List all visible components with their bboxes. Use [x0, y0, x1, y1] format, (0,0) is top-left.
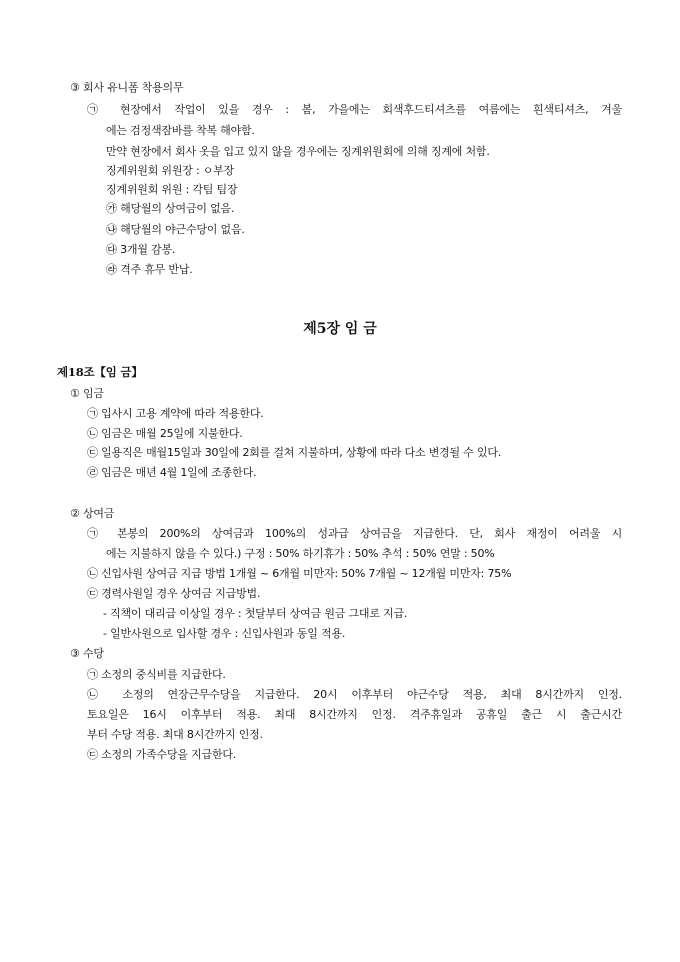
- penalty-item: ㉮ 해당월의 상여금이 없음.: [106, 202, 235, 215]
- allowance-item-2-line-2: 토요일은 16시 이후부터 적용. 최대 8시간까지 인정. 격주휴일과 공휴일 출근 시 출근시간: [87, 708, 622, 721]
- wage-heading: ① 임금: [70, 387, 104, 400]
- bonus-item-2: ㉡ 신입사원 상여금 지급 방법 1개월 ~ 6개월 미만자: 50% 7개월 ~ 12개월 미만자: 75%: [87, 567, 512, 580]
- bonus-heading: ② 상여금: [70, 507, 115, 520]
- bonus-dash-1: - 직책이 대리급 이상일 경우 : 첫달부터 상여금 원금 그대로 지급.: [103, 607, 408, 620]
- bonus-item-1-line-2: 에는 지불하지 않을 수 있다.) 구정 : 50% 하기휴가 : 50% 추석 : 50% 연말 : 50%: [106, 547, 495, 560]
- wage-item: ㉡ 임금은 매월 25일에 지불한다.: [87, 427, 243, 440]
- allowance-item-2-line-1: ㉡ 소정의 연장근무수당을 지급한다. 20시 이후부터 야근수당 적용, 최대 8시간까지 인정.: [87, 688, 622, 701]
- uniform-item-1-line-2: 에는 검정색잠바를 착복 해야함.: [106, 124, 255, 137]
- bonus-item-3: ㉢ 경력사원일 경우 상여금 지급방법.: [87, 587, 261, 600]
- committee-members-line: 징계위원회 위원 : 각팀 팀장: [106, 183, 238, 196]
- allowance-item-2-line-3: 부터 수당 적용. 최대 8시간까지 인정.: [87, 728, 263, 741]
- wage-item: ㉣ 임금은 매년 4월 1일에 조종한다.: [87, 466, 257, 479]
- article-title: 제18조【임 금】: [57, 365, 143, 379]
- committee-chair-line: 징계위원회 위원장 : ㅇ부장: [106, 164, 235, 177]
- uniform-heading: ③ 회사 유니폼 착용의무: [70, 81, 184, 94]
- penalty-item: ㉯ 해당월의 야근수당이 없음.: [106, 223, 245, 236]
- bonus-item-1-line-1: ㉠ 본봉의 200%의 상여금과 100%의 성과급 상여금을 지급한다. 단, 회사 재정이 어려울 시: [87, 527, 622, 540]
- chapter-title: 제5장 임 금: [303, 321, 377, 337]
- bonus-dash-2: - 일반사원으로 입사할 경우 : 신입사원과 동일 적용.: [103, 627, 346, 640]
- uniform-item-1-line-1: ㉠ 현장에서 작업이 있을 경우 : 봄, 가을에는 회색후드티셔츠를 여름에는 흰색티셔츠, 겨울: [87, 103, 622, 116]
- penalty-item: ㉰ 3개월 감봉.: [106, 243, 176, 256]
- wage-item: ㉠ 입사시 고용 계약에 따라 적용한다.: [87, 407, 264, 420]
- penalty-item: ㉱ 격주 휴무 반납.: [106, 263, 193, 276]
- allowance-item-3: ㉢ 소정의 가족수당을 지급한다.: [87, 748, 237, 761]
- allowance-heading: ③ 수당: [70, 647, 104, 660]
- wage-item: ㉢ 일용직은 매월15일과 30일에 2회를 걸쳐 지불하며, 상황에 따라 다소 변경될 수 있다.: [87, 446, 502, 459]
- uniform-penalty-line: 만약 현장에서 회사 옷을 입고 있지 않을 경우에는 징계위원회에 의해 징계에 처함.: [106, 145, 490, 158]
- allowance-item-1: ㉠ 소정의 중식비를 지급한다.: [87, 668, 226, 681]
